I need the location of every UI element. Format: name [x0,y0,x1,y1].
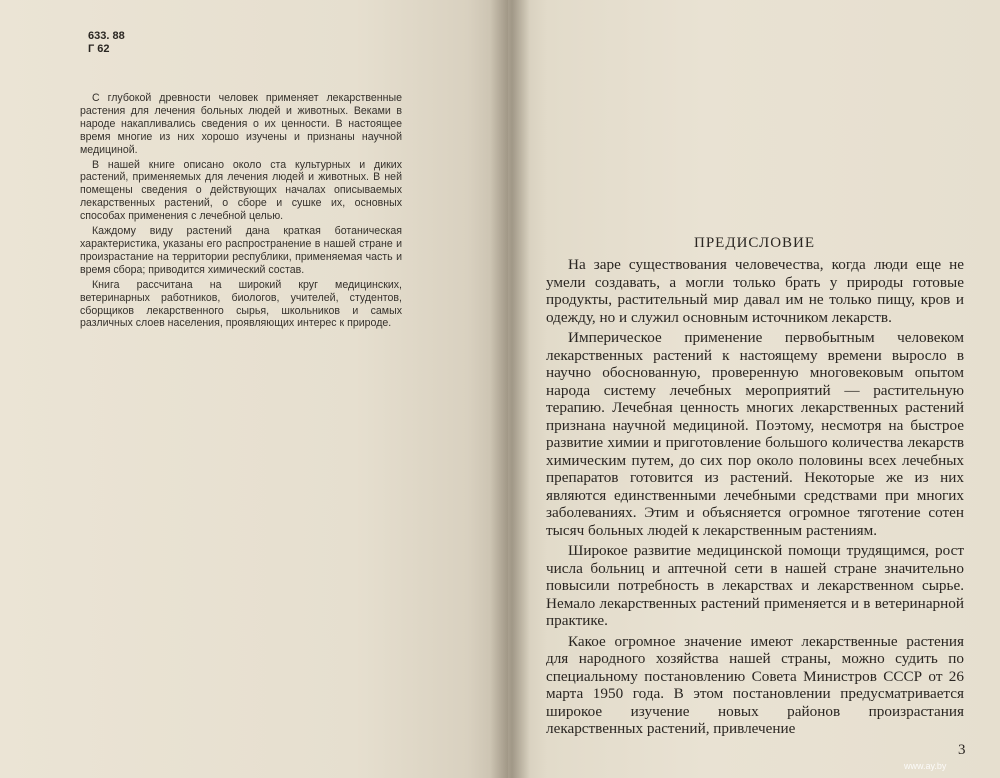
book-annotation [80,92,402,332]
preface-paragraph: На заре существования человечества, когда люди еще не умели создавать, а могли только брать у природы готовые продукты, растительный мир давал им не только пищу, кров и одежду, но и служил основным источником лекарств. [546,256,964,326]
annotation-paragraph: С глубокой древности человек применяет лекарственные растения для лечения больных людей и животных. Веками в народе накапливались сведения о их ценности. В настоящее время многие из них хорошо изучены и признаны научной медициной. [80,92,402,156]
author-mark: Г 62 [88,43,110,55]
preface-title: ПРЕДИСЛОВИЕ [694,235,816,251]
preface-paragraph: Империческое применение первобытным человеком лекарственных растений к настоящему времени выросло в научно обоснованную, проверенную многовековым опытом народа систему лечебных мероприятий — растительную терапию. Лечебная ценность многих лекарственных растений признана научной медициной. Поэтому, несмотря на быстрое развитие химии и приготовление большого количества лекарств химическим путем, до сих пор около половины всех лечебных препаратов готовится из растений. Некоторые же из них являются единственными лечебными средствами при многих заболеваниях. Этим и объясняется огромное тяготение сотен тысяч больных людей к лекарственным растениям. [546,329,964,539]
annotation-paragraph: В нашей книге описано около ста культурных и диких растений, применяемых для лечения людей и животных. В ней помещены сведения о действующих началах описываемых лекарственных растений, о сборе и сушке их, основных способах применения с лечебной целью. [80,158,402,223]
catalog-index [88,30,125,56]
annotation-paragraph: Книга рассчитана на широкий круг медицинских, ветеринарных работников, биологов, учителей, студентов, сборщиков лекарственного сырья, школьников и самых различных слоев населения, проявляющих интерес к природе. [80,278,402,330]
preface-paragraph: Широкое развитие медицинской помощи трудящимся, рост числа больниц и аптечной сети в нашей стране значительно повысили потребность в лекарствах и лекарственном сырье. Немало лекарственных растений применяется и в ветеринарной практике. [546,542,964,629]
preface-body [546,256,964,741]
page-number: 3 [958,742,966,758]
annotation-paragraph: Каждому виду растений дана краткая ботаническая характеристика, указаны его распространение в нашей стране и произрастание на территории республики, применяемая часть и время сбора; приводится химический состав. [80,225,402,276]
catalog-code: 633. 88 [88,30,125,42]
preface-paragraph: Какое огромное значение имеют лекарственные растения для народного хозяйства нашей страны, можно судить по специальному постановлению Совета Министров СССР от 26 марта 1950 года. В этом постановлении предусматривается широкое изучение новых районов произрастания лекарственных растений, привлечение [546,632,964,737]
site-watermark: www.ay.by [904,761,947,771]
book-gutter-shadow [490,0,530,778]
